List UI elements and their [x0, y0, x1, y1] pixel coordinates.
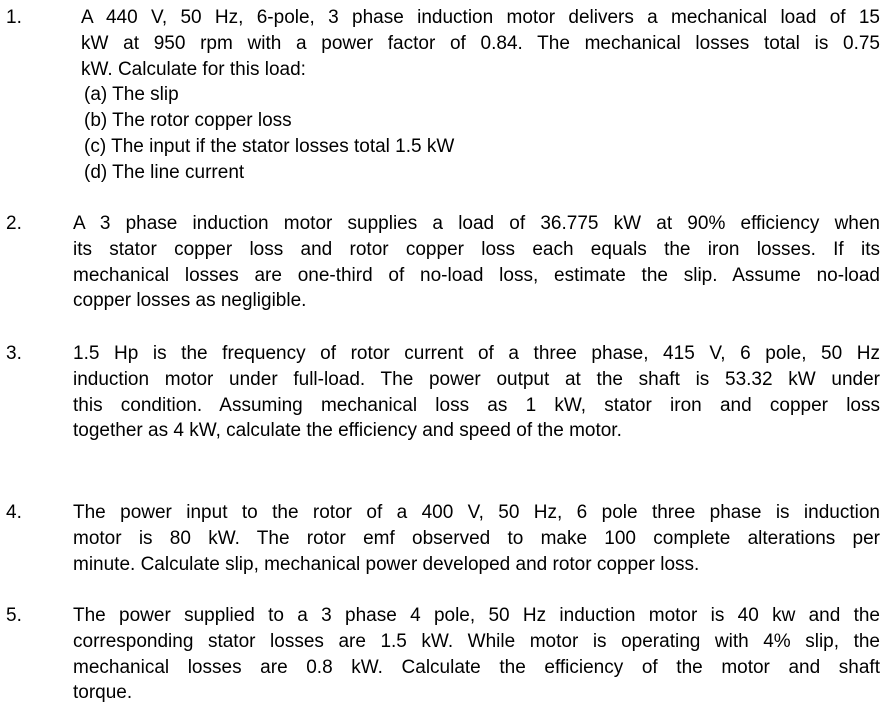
problem-line: The power supplied to a 3 phase 4 pole, 50 Hz induction motor is 40 kw and the [73, 605, 880, 626]
problem-line: motor is 80 kW. The rotor emf observed to make 100 complete alterations per [73, 527, 880, 549]
problem-number: 3. [6, 343, 22, 364]
problem-line: mechanical losses are 0.8 kW. Calculate the efficiency of the motor and shaft [73, 656, 880, 678]
problem-line: induction motor under full-load. The power output at the shaft is 53.32 kW under [73, 368, 880, 390]
sub-question-c: (c) The input if the stator losses total 1.5 kW [84, 135, 455, 157]
problem-number: 4. [6, 502, 22, 523]
problem-line: corresponding stator losses are 1.5 kW. While motor is operating with 4% slip, the [73, 630, 880, 652]
problem-line: kW at 950 rpm with a power factor of 0.84. The mechanical losses total is 0.75 [81, 32, 880, 54]
problem-line: A 440 V, 50 Hz, 6-pole, 3 phase induction motor delivers a mechanical load of 15 [81, 7, 880, 28]
problem-line: A 3 phase induction motor supplies a load of 36.775 kW at 90% efficiency when [73, 213, 880, 234]
problem-number: 1. [6, 7, 22, 28]
problem-line: 1.5 Hp is the frequency of rotor current of a three phase, 415 V, 6 pole, 50 Hz [73, 343, 880, 364]
problem-line: torque. [73, 682, 133, 704]
problem-number: 2. [6, 213, 22, 234]
sub-question-d: (d) The line current [84, 161, 245, 183]
problem-line: kW. Calculate for this load: [81, 58, 306, 80]
problem-number: 5. [6, 605, 22, 626]
problem-text [73, 500, 880, 577]
sub-question-b: (b) The rotor copper loss [84, 110, 292, 132]
problem-line: minute. Calculate slip, mechanical power developed and rotor copper loss. [73, 553, 700, 575]
problem-text [73, 341, 880, 444]
problem-line: its stator copper loss and rotor copper loss each equals the iron losses. If its [73, 238, 880, 260]
problem-line: The power input to the rotor of a 400 V, 50 Hz, 6 pole three phase is induction [73, 502, 880, 523]
problem-line: together as 4 kW, calculate the efficiency and speed of the motor. [73, 420, 622, 442]
problem-text [73, 603, 880, 706]
sub-question-a: (a) The slip [84, 84, 179, 106]
problem-text [81, 5, 880, 186]
problem-line: mechanical losses are one-third of no-load loss, estimate the slip. Assume no-load [73, 264, 880, 286]
problem-line: copper losses as negligible. [73, 290, 307, 312]
problem-text [73, 211, 880, 314]
problem-line: this condition. Assuming mechanical loss as 1 kW, stator iron and copper loss [73, 394, 880, 416]
